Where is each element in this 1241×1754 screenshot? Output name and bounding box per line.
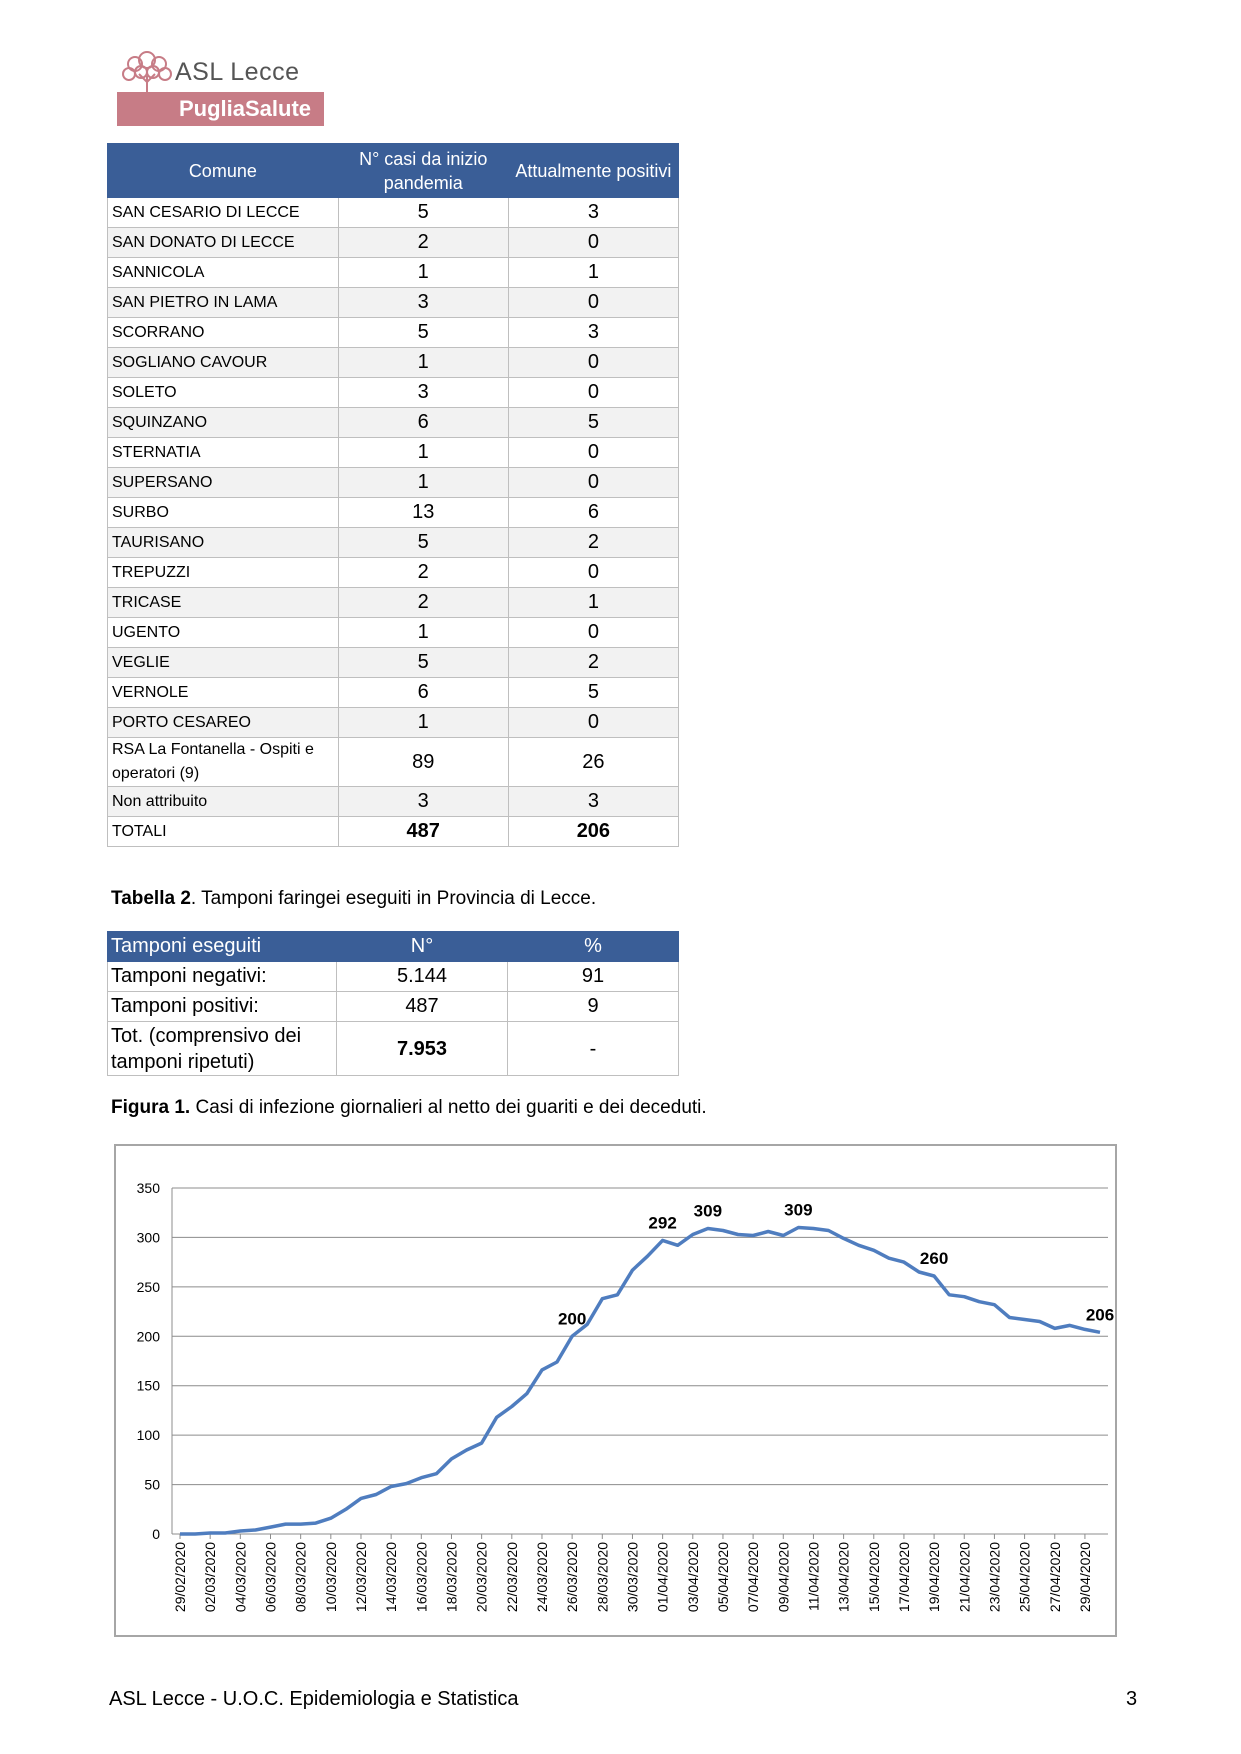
x-tick-label: 16/03/2020 [413, 1542, 430, 1613]
cases-cell: 3 [338, 288, 508, 318]
positive-cell: 0 [508, 618, 678, 648]
cases-cell: 2 [338, 228, 508, 258]
x-tick-label: 01/04/2020 [654, 1542, 671, 1613]
total-cases-cell: 487 [338, 817, 508, 847]
positive-cell: 0 [508, 378, 678, 408]
x-tick-label: 08/03/2020 [292, 1542, 309, 1613]
caption-text: Casi di infezione giornalieri al netto dei guariti e dei deceduti. [190, 1097, 707, 1118]
positive-cell: 3 [508, 787, 678, 817]
tamponi-label: Tamponi negativi: [108, 962, 337, 992]
logo-band: PugliaSalute [117, 92, 324, 126]
y-tick-label: 150 [136, 1377, 160, 1394]
tree-logo-icon [117, 46, 177, 96]
table-row [108, 787, 679, 817]
table-row [108, 438, 679, 468]
comune-cell: STERNATIA [108, 438, 339, 468]
column-header: Comune [108, 144, 339, 198]
y-tick-label: 200 [136, 1328, 160, 1345]
table-row [108, 708, 679, 738]
totals-row [108, 817, 679, 847]
data-label: 309 [693, 1201, 723, 1221]
percent-cell: 9 [508, 992, 679, 1022]
cases-cell: 2 [338, 588, 508, 618]
comune-cell: SOGLIANO CAVOUR [108, 348, 339, 378]
table-row [108, 618, 679, 648]
asl-logo [117, 46, 327, 126]
x-tick-label: 10/03/2020 [322, 1542, 339, 1613]
column-header: Tamponi eseguiti [108, 932, 337, 962]
cases-cell: 13 [338, 498, 508, 528]
x-tick-label: 29/04/2020 [1076, 1542, 1093, 1613]
table-row [108, 678, 679, 708]
comune-cell: UGENTO [108, 618, 339, 648]
table-header-row [108, 932, 679, 962]
page-number: 3 [1126, 1688, 1138, 1710]
comune-cell: TREPUZZI [108, 558, 339, 588]
y-tick-label: 0 [152, 1526, 160, 1542]
data-label: 292 [648, 1213, 677, 1233]
percent-cell: 91 [508, 962, 679, 992]
x-tick-label: 13/04/2020 [835, 1542, 852, 1613]
caption-text: . Tamponi faringei eseguiti in Provincia di Lecce. [190, 888, 597, 909]
comune-cell: SAN DONATO DI LECCE [108, 228, 339, 258]
y-tick-label: 350 [136, 1180, 160, 1196]
table-row [108, 408, 679, 438]
x-tick-label: 17/04/2020 [895, 1542, 912, 1613]
table-row [108, 498, 679, 528]
x-tick-label: 30/03/2020 [624, 1542, 641, 1613]
x-tick-label: 28/03/2020 [594, 1542, 611, 1613]
table-row [108, 648, 679, 678]
tamponi-label: Tot. (comprensivo dei tamponi ripetuti) [108, 1022, 337, 1076]
positive-cell: 1 [508, 258, 678, 288]
comune-cell: TRICASE [108, 588, 339, 618]
table-row [108, 962, 679, 992]
table-row [108, 1022, 679, 1076]
data-label: 200 [557, 1309, 587, 1329]
x-tick-label: 29/02/2020 [172, 1542, 188, 1613]
x-tick-label: 07/04/2020 [745, 1542, 762, 1613]
table-row [108, 228, 679, 258]
y-tick-label: 100 [136, 1427, 160, 1444]
tamponi-table [107, 931, 679, 1076]
x-tick-label: 21/04/2020 [956, 1542, 973, 1613]
cases-cell: 5 [338, 318, 508, 348]
positive-cell: 2 [508, 528, 678, 558]
cases-cell: 6 [338, 678, 508, 708]
cases-cell: 1 [338, 708, 508, 738]
table-row [108, 378, 679, 408]
x-tick-label: 18/03/2020 [443, 1542, 460, 1613]
comune-cell: SOLETO [108, 378, 339, 408]
x-tick-label: 15/04/2020 [865, 1542, 882, 1613]
positive-cell: 26 [508, 738, 678, 787]
x-tick-label: 20/03/2020 [473, 1542, 490, 1613]
line-chart [116, 1146, 1115, 1635]
positive-cell: 5 [508, 408, 678, 438]
column-header: % [508, 932, 679, 962]
table2-caption [111, 888, 596, 910]
x-tick-label: 12/03/2020 [352, 1542, 369, 1613]
table-row [108, 348, 679, 378]
x-tick-label: 25/04/2020 [1016, 1542, 1033, 1613]
count-cell: 7.953 [337, 1022, 508, 1076]
cases-cell: 2 [338, 558, 508, 588]
x-tick-label: 06/03/2020 [262, 1542, 279, 1613]
positive-cell: 5 [508, 678, 678, 708]
tamponi-label: Tamponi positivi: [108, 992, 337, 1022]
x-tick-label: 05/04/2020 [714, 1542, 731, 1613]
x-tick-label: 09/04/2020 [775, 1542, 792, 1613]
comune-cell: SANNICOLA [108, 258, 339, 288]
data-label: 206 [1085, 1305, 1115, 1325]
x-tick-label: 19/04/2020 [926, 1542, 943, 1613]
total-positive-cell: 206 [508, 817, 678, 847]
x-tick-label: 14/03/2020 [383, 1542, 400, 1613]
positive-cell: 0 [508, 348, 678, 378]
count-cell: 487 [337, 992, 508, 1022]
cases-cell: 1 [338, 258, 508, 288]
comune-cell: PORTO CESAREO [108, 708, 339, 738]
positive-cell: 0 [508, 438, 678, 468]
cases-cell: 5 [338, 528, 508, 558]
positive-cell: 6 [508, 498, 678, 528]
table-row [108, 258, 679, 288]
x-tick-label: 26/03/2020 [564, 1542, 581, 1613]
table-row [108, 318, 679, 348]
y-tick-label: 50 [144, 1476, 160, 1493]
comuni-table [107, 143, 679, 847]
footer-text: ASL Lecce - U.O.C. Epidemiologia e Statistica [109, 1688, 519, 1710]
table-row [108, 468, 679, 498]
cases-cell: 5 [338, 198, 508, 228]
x-tick-label: 03/04/2020 [684, 1542, 701, 1613]
data-label: 309 [784, 1200, 813, 1220]
comune-cell: TAURISANO [108, 528, 339, 558]
comune-cell: RSA La Fontanella - Ospiti e operatori (9) [108, 738, 339, 787]
cases-cell: 3 [338, 378, 508, 408]
positive-cell: 0 [508, 288, 678, 318]
x-tick-label: 22/03/2020 [503, 1542, 520, 1613]
positive-cell: 3 [508, 198, 678, 228]
comune-cell: VEGLIE [108, 648, 339, 678]
x-tick-label: 02/03/2020 [202, 1542, 219, 1613]
percent-cell: - [508, 1022, 679, 1076]
positive-cell: 1 [508, 588, 678, 618]
chart-frame [114, 1144, 1117, 1637]
positive-cell: 2 [508, 648, 678, 678]
positive-cell: 0 [508, 468, 678, 498]
figure-caption [111, 1097, 707, 1119]
comune-cell: SAN CESARIO DI LECCE [108, 198, 339, 228]
x-tick-label: 27/04/2020 [1046, 1542, 1063, 1613]
cases-cell: 1 [338, 438, 508, 468]
positive-cell: 0 [508, 228, 678, 258]
cases-cell: 89 [338, 738, 508, 787]
comune-cell: SURBO [108, 498, 339, 528]
cases-cell: 1 [338, 468, 508, 498]
y-tick-label: 250 [136, 1278, 160, 1295]
cases-cell: 1 [338, 348, 508, 378]
cases-cell: 3 [338, 787, 508, 817]
table-row [108, 288, 679, 318]
table-row [108, 588, 679, 618]
totals-label: TOTALI [108, 817, 339, 847]
y-tick-label: 300 [136, 1229, 160, 1246]
column-header: N° [337, 932, 508, 962]
x-tick-label: 23/04/2020 [986, 1542, 1003, 1613]
x-tick-label: 11/04/2020 [805, 1542, 822, 1612]
series-line [180, 1228, 1100, 1535]
cases-cell: 5 [338, 648, 508, 678]
cases-cell: 1 [338, 618, 508, 648]
positive-cell: 3 [508, 318, 678, 348]
table-row [108, 738, 679, 787]
positive-cell: 0 [508, 708, 678, 738]
x-tick-label: 04/03/2020 [232, 1542, 249, 1613]
table-row [108, 558, 679, 588]
count-cell: 5.144 [337, 962, 508, 992]
positive-cell: 0 [508, 558, 678, 588]
x-tick-label: 24/03/2020 [533, 1542, 550, 1613]
column-header: Attualmente positivi [508, 144, 678, 198]
column-header: N° casi da inizio pandemia [338, 144, 508, 198]
comune-cell: SQUINZANO [108, 408, 339, 438]
data-label: 260 [919, 1248, 949, 1268]
comune-cell: SAN PIETRO IN LAMA [108, 288, 339, 318]
table-header-row [108, 144, 679, 198]
table-row [108, 992, 679, 1022]
table-row [108, 198, 679, 228]
comune-cell: SUPERSANO [108, 468, 339, 498]
cases-cell: 6 [338, 408, 508, 438]
caption-label: Figura 1. [111, 1097, 191, 1118]
comune-cell: VERNOLE [108, 678, 339, 708]
comune-cell: SCORRANO [108, 318, 339, 348]
comune-cell: Non attribuito [108, 787, 339, 817]
table-row [108, 528, 679, 558]
logo-title: ASL Lecce [175, 58, 300, 86]
caption-label: Tabella 2 [111, 888, 191, 909]
